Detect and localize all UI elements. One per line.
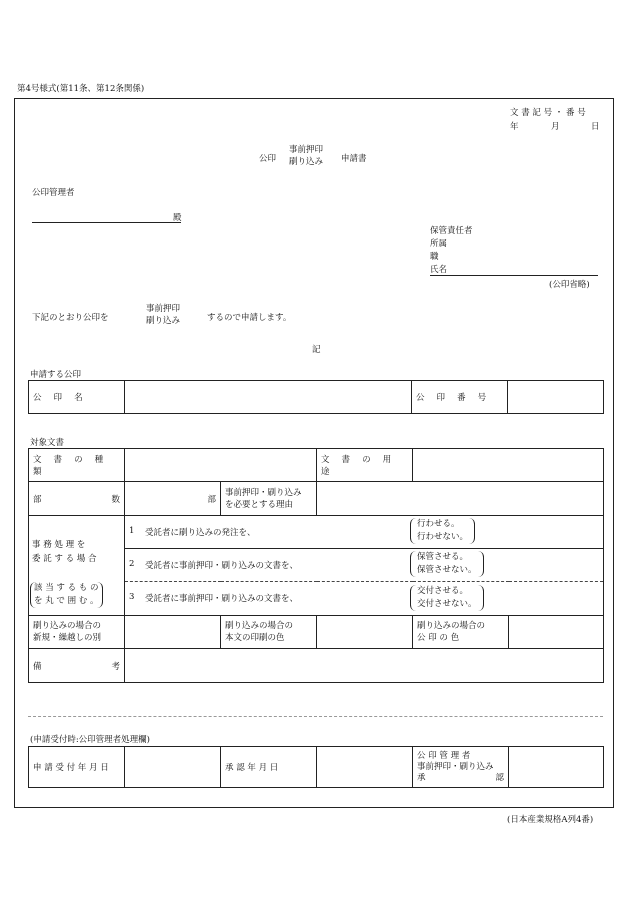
approver-field[interactable] bbox=[509, 747, 604, 788]
new-renew-label-2: 新規・繰越しの別 bbox=[33, 633, 102, 643]
admin-table bbox=[28, 746, 604, 788]
entrust-row-2-opt2[interactable]: 保管させない。 bbox=[417, 565, 477, 575]
mark-note bbox=[30, 582, 103, 608]
seal-color-field[interactable] bbox=[509, 616, 604, 649]
remarks-field[interactable] bbox=[125, 649, 604, 683]
received-date-label-cell bbox=[29, 747, 125, 788]
request-suffix: するので申請します。 bbox=[207, 313, 292, 323]
request-prefix: 下記のとおり公印を bbox=[32, 313, 109, 323]
separator-dashed bbox=[28, 716, 603, 717]
heading-option-pre-seal: 事前押印 bbox=[289, 145, 324, 155]
mark-note-1: 該 当 す る も の bbox=[34, 583, 99, 593]
doc-reason-field[interactable] bbox=[317, 482, 604, 516]
date-month: 月 bbox=[551, 122, 560, 132]
seal-omitted-note: (公印省略) bbox=[549, 280, 590, 290]
form-number: 第4号様式(第11条、第12条関係) bbox=[17, 84, 145, 94]
approver-label-1: 公 印 管 理 者 bbox=[417, 750, 471, 761]
ki-mark: 記 bbox=[312, 345, 321, 355]
heading-options bbox=[289, 144, 323, 168]
applicant-position: 職 bbox=[430, 252, 439, 262]
entrust-row-3-opt2[interactable]: 交付させない。 bbox=[417, 599, 477, 609]
doc-type-label: 文 書 の 種 類 bbox=[33, 455, 108, 477]
entrust-label-1: 事 務 処 理 を bbox=[32, 540, 86, 550]
seal-color-label-1: 刷り込みの場合の bbox=[417, 621, 486, 631]
entrust-row-1-opt2[interactable]: 行わせない。 bbox=[417, 532, 469, 542]
body-color-label-2: 本文の印刷の色 bbox=[225, 633, 285, 643]
mark-note-2: を 丸 で 囲 む 。 bbox=[34, 596, 99, 606]
applicant-title: 保管責任者 bbox=[430, 226, 473, 236]
body-color-label-cell bbox=[221, 616, 317, 649]
seal-number-label: 公 印 番 号 bbox=[416, 393, 491, 403]
entrust-row-2-opt1[interactable]: 保管させる。 bbox=[417, 552, 469, 562]
remarks-label-1: 備 bbox=[33, 661, 42, 672]
paper-size-note: (日本産業規格A列4番) bbox=[507, 815, 594, 825]
body-color-field[interactable] bbox=[317, 616, 413, 649]
remarks-label-2: 考 bbox=[111, 661, 120, 672]
admin-section-title: (申請受付時:公印管理者処理欄) bbox=[30, 735, 150, 745]
doc-table bbox=[28, 448, 604, 683]
entrust-label bbox=[32, 538, 97, 566]
applicant-name-line bbox=[430, 275, 598, 276]
doc-use-label-cell bbox=[317, 449, 413, 482]
doc-number-label: 文 書 記 号 ・ 番 号 bbox=[510, 108, 586, 118]
received-date-field[interactable] bbox=[125, 747, 221, 788]
entrust-row-2-options[interactable] bbox=[410, 551, 484, 577]
doc-type-field[interactable] bbox=[125, 449, 317, 482]
approver-label-2: 事前押印・刷り込み bbox=[417, 761, 494, 772]
new-renew-label-cell bbox=[29, 616, 125, 649]
heading-suffix: 申請書 bbox=[341, 154, 367, 164]
addressee-label: 公印管理者 bbox=[32, 188, 75, 198]
applicant-dept: 所属 bbox=[430, 239, 448, 249]
doc-use-label: 文 書 の 用 途 bbox=[321, 455, 396, 477]
entrust-row-3-num: 3 bbox=[129, 592, 135, 602]
seal-color-label-2: 公 印 の 色 bbox=[417, 633, 460, 643]
doc-use-field[interactable] bbox=[413, 449, 604, 482]
entrust-row-3[interactable] bbox=[125, 582, 604, 616]
entrust-row-1-options[interactable] bbox=[410, 518, 475, 544]
applicant-name: 氏名 bbox=[430, 265, 448, 275]
new-renew-label-1: 刷り込みの場合の bbox=[33, 621, 102, 631]
date-year: 年 bbox=[510, 122, 519, 132]
seal-name-label: 公 印 名 bbox=[33, 393, 88, 403]
seal-table bbox=[28, 380, 604, 414]
doc-reason-label-cell bbox=[221, 482, 317, 516]
approved-date-label: 承 認 年 月 日 bbox=[225, 763, 279, 773]
request-options bbox=[146, 303, 180, 327]
received-date-label: 申 請 受 付 年 月 日 bbox=[33, 763, 109, 773]
date-day: 日 bbox=[591, 122, 600, 132]
entrust-row-2-num: 2 bbox=[129, 559, 135, 569]
entrust-row-2[interactable] bbox=[125, 549, 604, 582]
seal-name-field[interactable] bbox=[125, 381, 412, 414]
entrust-label-cell bbox=[29, 516, 125, 616]
approver-label-cell bbox=[413, 747, 509, 788]
entrust-row-1-opt1[interactable]: 行わせる。 bbox=[417, 519, 460, 529]
doc-count-label-cell bbox=[29, 482, 125, 516]
approved-date-label-cell bbox=[221, 747, 317, 788]
doc-count-label-1: 部 bbox=[33, 494, 42, 505]
doc-type-label-cell bbox=[29, 449, 125, 482]
new-renew-field[interactable] bbox=[125, 616, 221, 649]
entrust-label-2: 委 託 す る 場 合 bbox=[32, 554, 97, 564]
approver-label-3: 承 bbox=[417, 772, 426, 783]
seal-name-label-cell bbox=[29, 381, 125, 414]
approved-date-field[interactable] bbox=[317, 747, 413, 788]
heading-prefix: 公印 bbox=[259, 154, 277, 164]
doc-count-field[interactable] bbox=[125, 482, 221, 516]
approver-label-4: 認 bbox=[495, 772, 504, 783]
doc-count-label-2: 数 bbox=[111, 494, 120, 505]
request-option-pre-seal: 事前押印 bbox=[146, 304, 181, 314]
entrust-row-3-options[interactable] bbox=[410, 585, 484, 611]
entrust-row-1-text: 受託者に刷り込みの発注を、 bbox=[145, 528, 256, 538]
entrust-row-2-text: 受託者に事前押印・刷り込みの文書を、 bbox=[145, 561, 299, 571]
heading-option-print: 刷り込み bbox=[289, 157, 324, 167]
doc-reason-label-1: 事前押印・刷り込み bbox=[225, 487, 302, 498]
entrust-row-1[interactable] bbox=[125, 516, 604, 549]
doc-section-title: 対象文書 bbox=[30, 438, 65, 448]
addressee-honorific: 殿 bbox=[173, 213, 182, 223]
entrust-row-1-num: 1 bbox=[129, 526, 135, 536]
addressee-line bbox=[32, 222, 181, 223]
remarks-label-cell bbox=[29, 649, 125, 683]
doc-reason-label-2: を必要とする理由 bbox=[225, 499, 294, 510]
entrust-row-3-text: 受託者に事前押印・刷り込みの文書を、 bbox=[145, 594, 299, 604]
request-option-print: 刷り込み bbox=[146, 316, 181, 326]
doc-count-unit: 部 bbox=[207, 494, 216, 505]
entrust-row-3-opt1[interactable]: 交付させる。 bbox=[417, 586, 469, 596]
seal-section-title: 申請する公印 bbox=[30, 370, 82, 380]
body-color-label-1: 刷り込みの場合の bbox=[225, 621, 294, 631]
seal-number-field[interactable] bbox=[508, 381, 604, 414]
seal-color-label-cell bbox=[413, 616, 509, 649]
seal-number-label-cell bbox=[412, 381, 508, 414]
